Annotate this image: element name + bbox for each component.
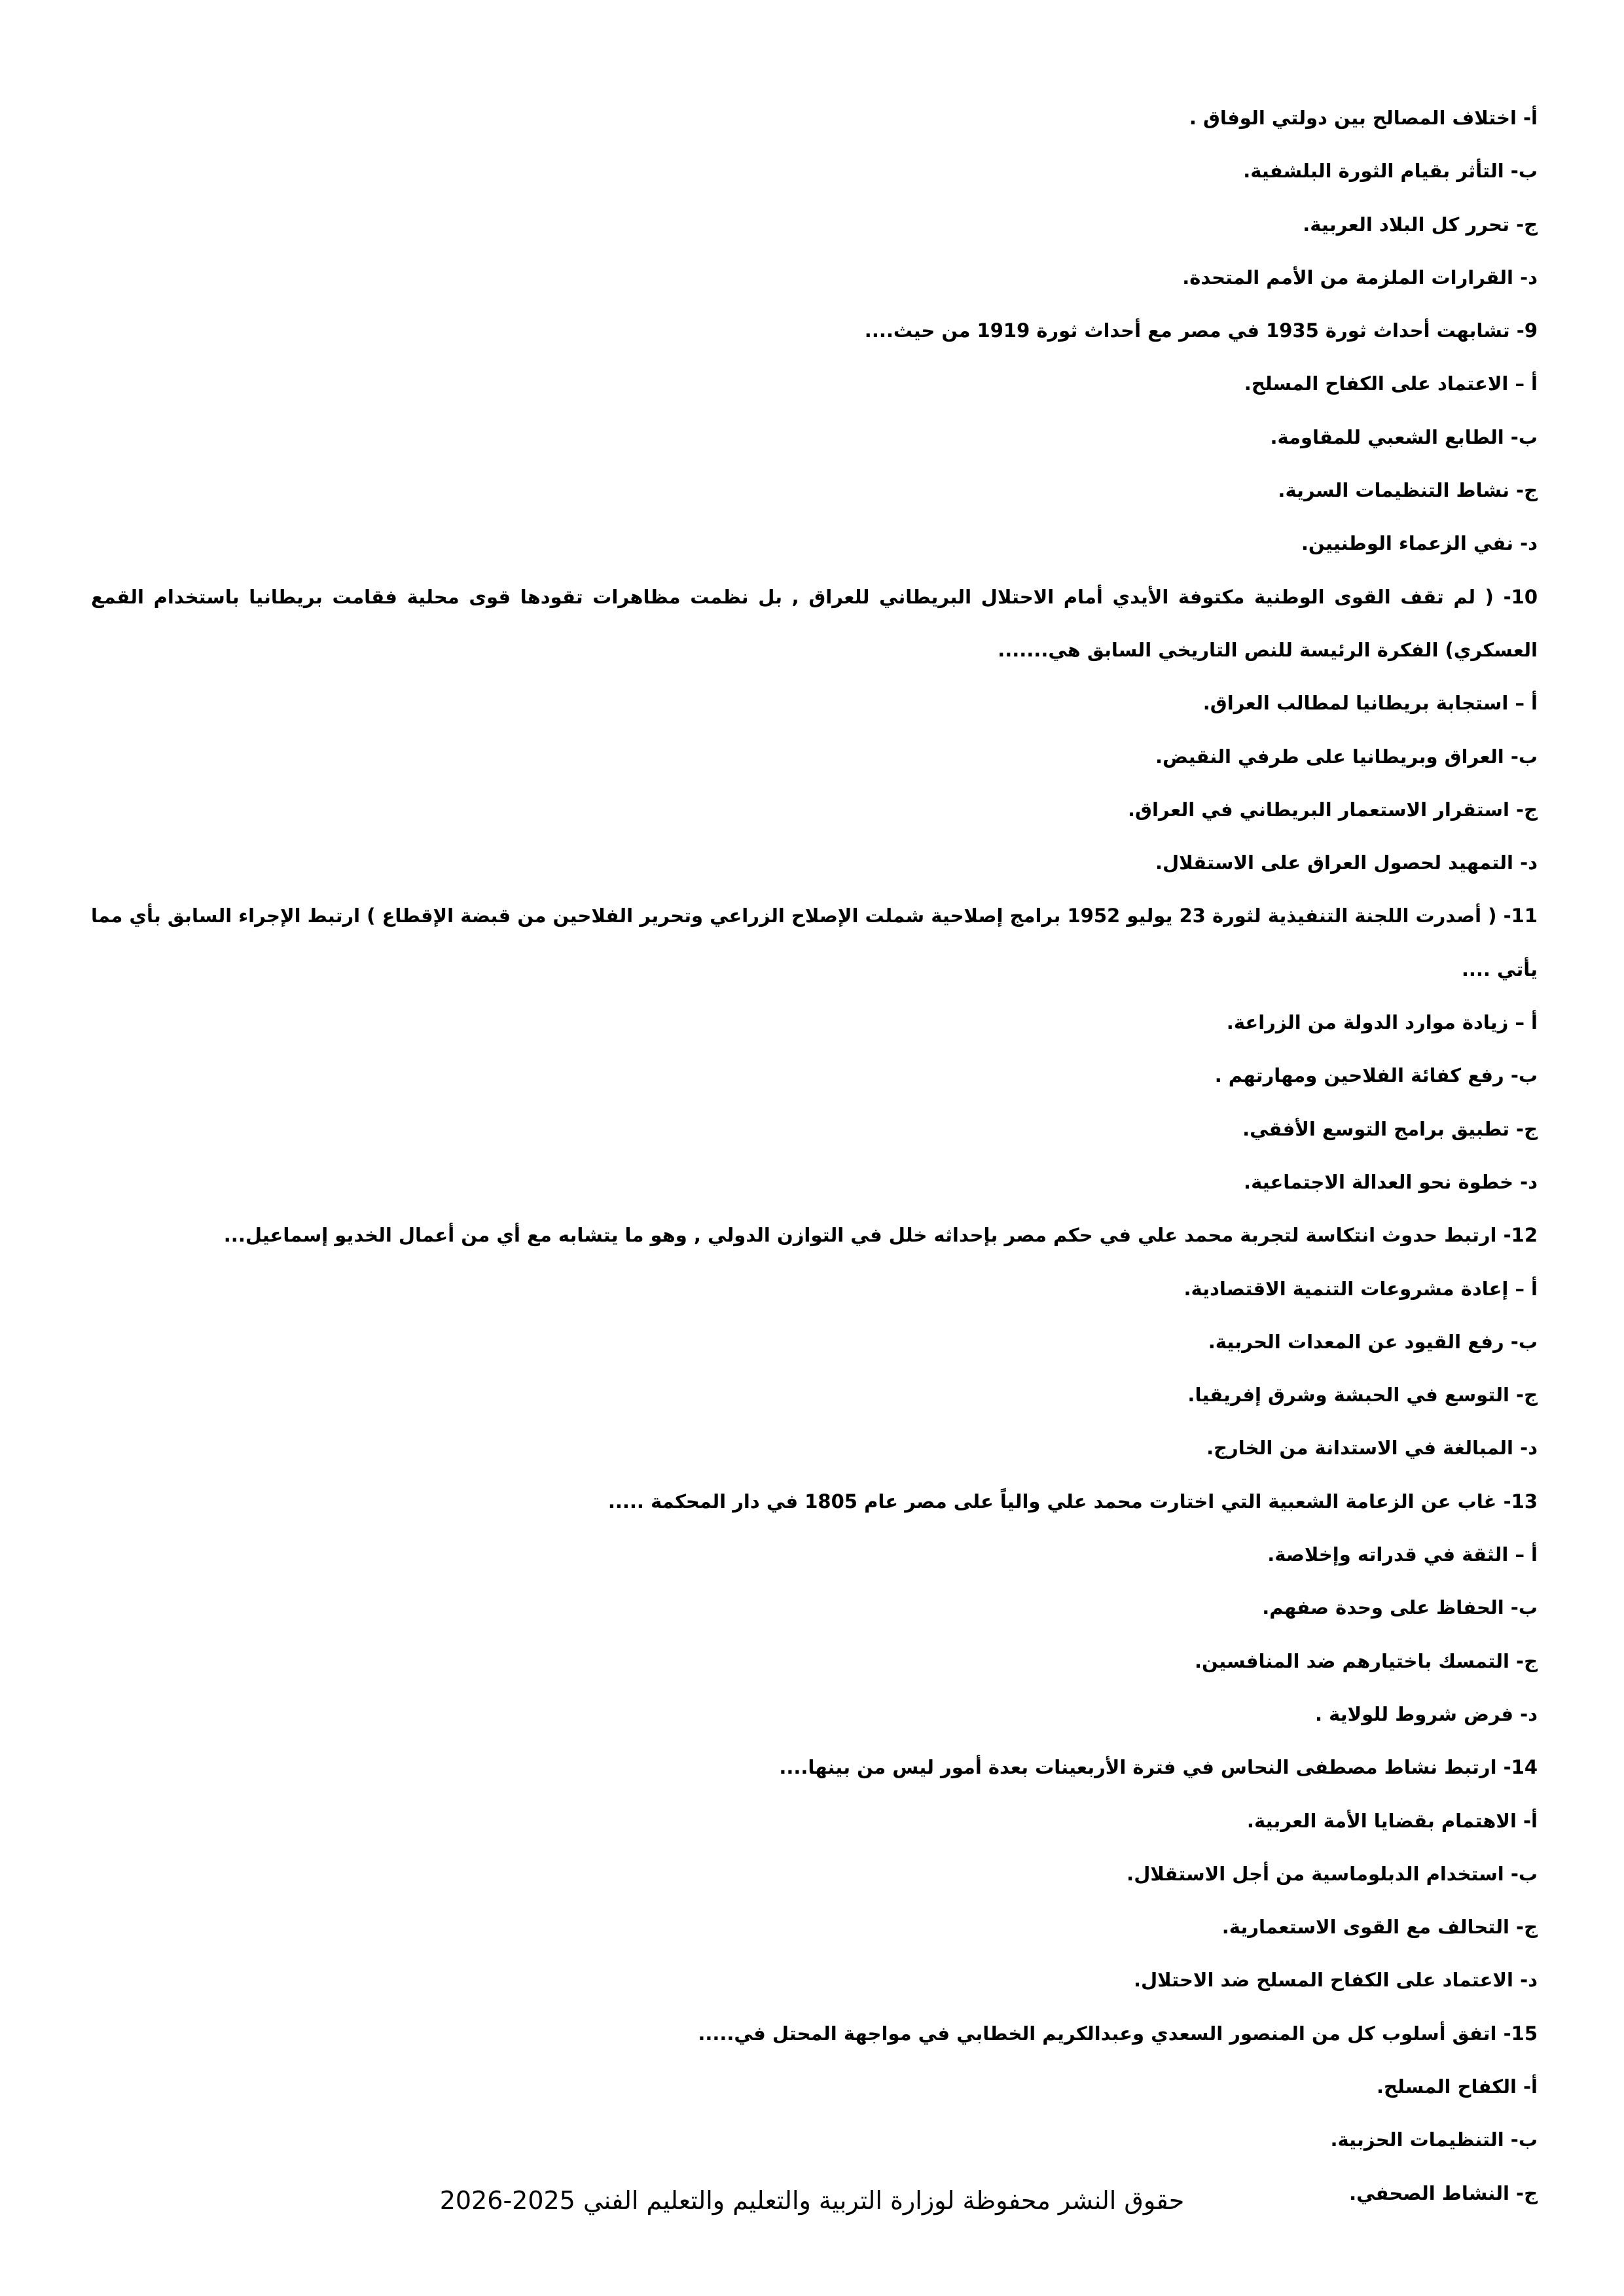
option-line: ج- النشاط الصحفي. — [1349, 2181, 1538, 2204]
option-line: ب- استخدام الدبلوماسية من أجل الاستقلال. — [1127, 1862, 1538, 1885]
option-line: ج- استقرار الاستعمار البريطاني في العراق. — [1128, 798, 1538, 821]
option-line: ب- العراق وبريطانيا على طرفي النقيض. — [1155, 745, 1538, 768]
option-line: ب- التنظيمات الحزبية. — [1330, 2128, 1538, 2151]
option-line: أ – الاعتماد على الكفاح المسلح. — [1244, 372, 1538, 395]
option-line: أ- الكفاح المسلح. — [1376, 2075, 1538, 2098]
question-10: 10- ( لم تقف القوى الوطنية مكتوفة الأيدي أمام الاحتلال البريطاني للعراق , بل نظمت مظاهرات تقودها قوى محلية فقامت بريطانيا باستخدام القمع العسكري) الفكرة الرئيسة للنص التاريخي السابق هي....... — [91, 585, 1538, 661]
option-line: أ- اختلاف المصالح بين دولتي الوفاق . — [1189, 107, 1538, 129]
question-15: 15- اتفق أسلوب كل من المنصور السعدي وعبدالكريم الخطابي في مواجهة المحتل في..... — [698, 2022, 1538, 2045]
question-9: 9- تشابهت أحداث ثورة 1935 في مصر مع أحداث ثورة 1919 من حيث.... — [864, 319, 1538, 342]
option-line: أ – استجابة بريطانيا لمطالب العراق. — [1202, 692, 1538, 715]
option-line: ج- تطبيق برامج التوسع الأفقي. — [1242, 1117, 1538, 1140]
option-line: أ- الاهتمام بقضايا الأمة العربية. — [1246, 1809, 1538, 1832]
question-13: 13- غاب عن الزعامة الشعبية التي اختارت محمد علي والياً على مصر عام 1805 في دار المحكمة ..... — [607, 1490, 1538, 1513]
option-line: أ – الثقة في قدراته وإخلاصة. — [1267, 1543, 1538, 1566]
copyright-footer: حقوق النشر محفوظة لوزارة التربية والتعليم والتعليم الفني 2025-2026 — [439, 2186, 1185, 2215]
option-line: د- القرارات الملزمة من الأمم المتحدة. — [1182, 266, 1538, 289]
option-line: ج- التمسك باختيارهم ضد المنافسين. — [1195, 1649, 1538, 1672]
option-line: د- نفي الزعماء الوطنيين. — [1301, 532, 1538, 555]
option-line: د- خطوة نحو العدالة الاجتماعية. — [1244, 1170, 1538, 1193]
question-14: 14- ارتبط نشاط مصطفى النحاس في فترة الأربعينات بعدة أمور ليس من بينها.... — [779, 1756, 1538, 1779]
option-line: ب- الطابع الشعبي للمقاومة. — [1270, 425, 1538, 448]
option-line: د- فرض شروط للولاية . — [1314, 1702, 1538, 1725]
option-line: ب- رفع القيود عن المعدات الحربية. — [1208, 1330, 1538, 1353]
option-line: أ – إعادة مشروعات التنمية الاقتصادية. — [1183, 1277, 1538, 1300]
option-line: د- التمهيد لحصول العراق على الاستقلال. — [1155, 852, 1538, 874]
option-line: ج- تحرر كل البلاد العربية. — [1303, 213, 1538, 236]
option-line: ب- التأثر بقيام الثورة البلشفية. — [1243, 160, 1538, 183]
option-line: ب- رفع كفائة الفلاحين ومهارتهم . — [1214, 1064, 1538, 1087]
question-12: 12- ارتبط حدوث انتكاسة لتجربة محمد علي في حكم مصر بإحداثه خلل في التوازن الدولي , وهو ما يتشابه مع أي من أعمال الخديو إسماعيل... — [223, 1224, 1538, 1247]
exam-questions — [91, 92, 1538, 2220]
option-line: ج- التوسع في الحبشة وشرق إفريقيا. — [1187, 1384, 1538, 1407]
option-line: د- الاعتماد على الكفاح المسلح ضد الاحتلال. — [1133, 1969, 1538, 1992]
option-line: ج- التحالف مع القوى الاستعمارية. — [1221, 1916, 1538, 1939]
question-11: 11- ( أصدرت اللجنة التنفيذية لثورة 23 يوليو 1952 برامج إصلاحية شملت الإصلاح الزراعي وتحرير الفلاحين من قبضة الإقطاع ) ارتبط الإجراء السابق بأي مما يأتي .... — [91, 905, 1538, 980]
option-line: ج- نشاط التنظيمات السرية. — [1278, 479, 1538, 502]
option-line: د- المبالغة في الاستدانة من الخارج. — [1206, 1437, 1538, 1460]
option-line: أ – زيادة موارد الدولة من الزراعة. — [1226, 1011, 1538, 1034]
option-line: ب- الحفاظ على وحدة صفهم. — [1262, 1596, 1538, 1619]
